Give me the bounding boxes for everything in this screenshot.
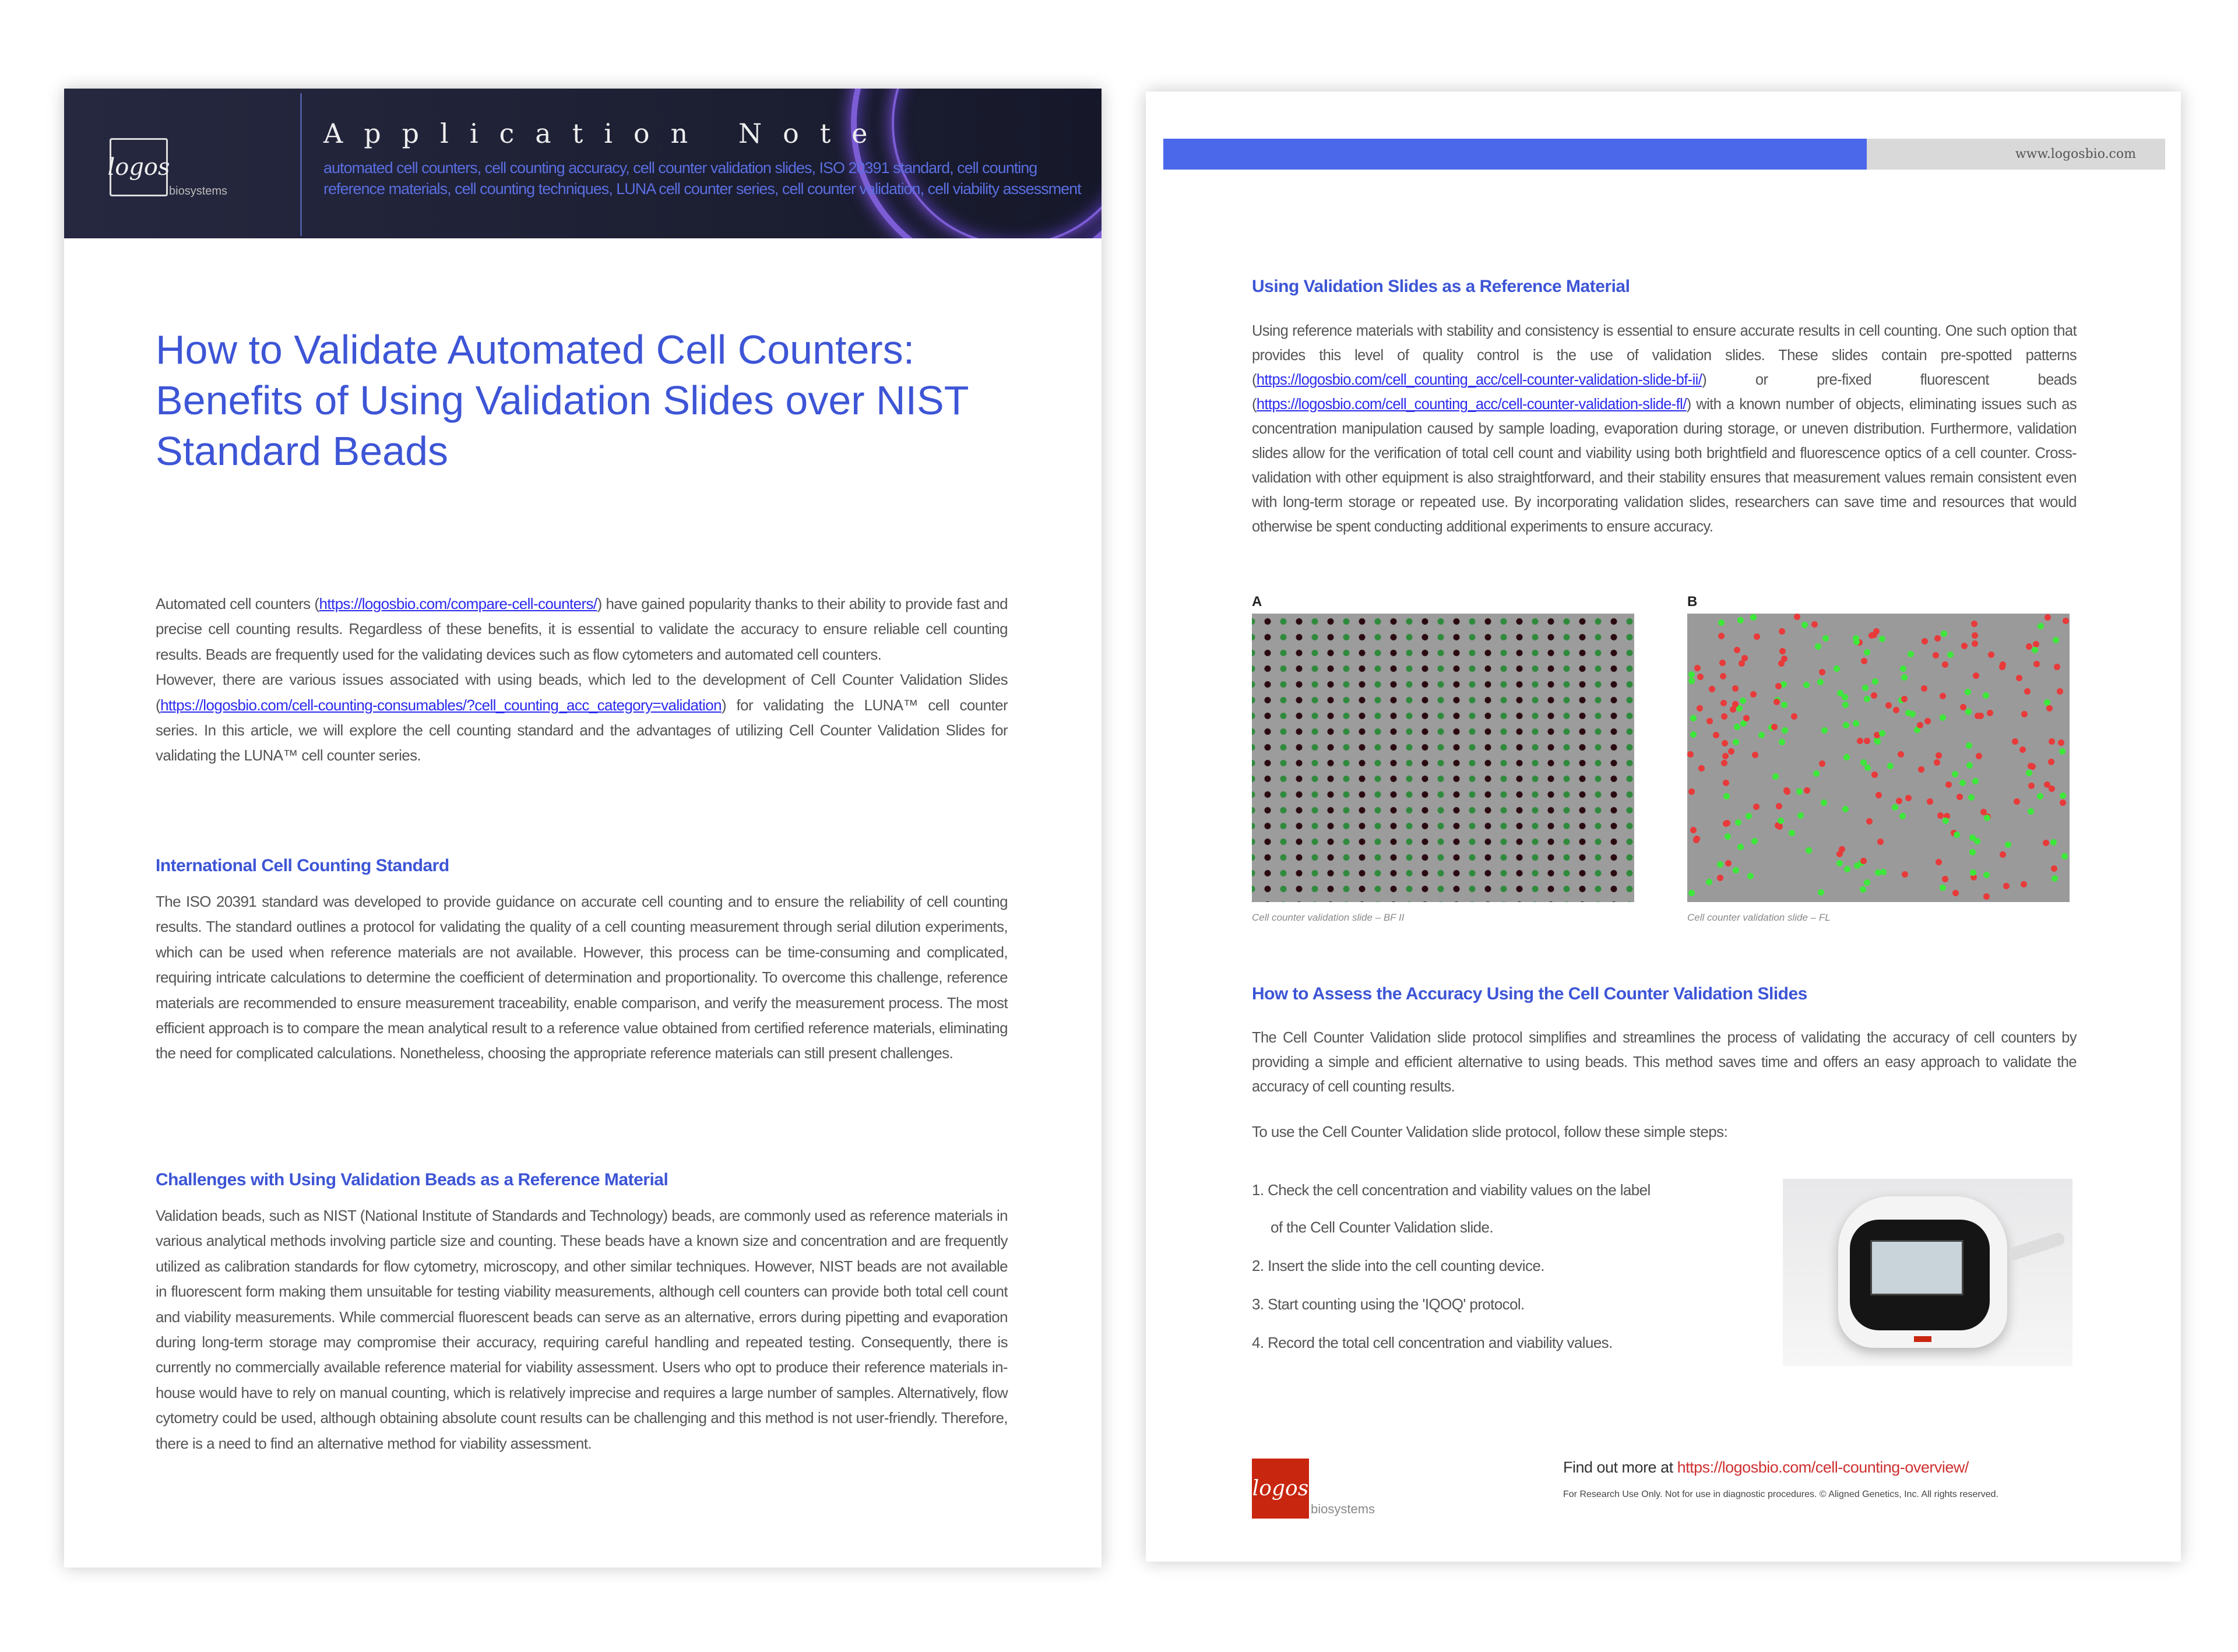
fluorescent-bead xyxy=(1940,714,1946,721)
fluorescent-bead xyxy=(1836,860,1843,866)
fluorescent-bead xyxy=(1794,614,1800,620)
fluorescent-bead xyxy=(1987,710,1993,716)
cell-counter-device-photo xyxy=(1783,1179,2072,1366)
fluorescent-bead xyxy=(2061,853,2068,860)
logo-subtext: biosystems xyxy=(169,185,228,198)
fluorescent-bead xyxy=(1722,740,1728,746)
fluorescent-bead xyxy=(1750,691,1757,698)
fluorescent-bead xyxy=(1917,722,1923,728)
text: ) with a known number of objects, eliminating issues such as concentration manipulation caused by sample loading, evaporation during storage, or uneven distribution. Furthermore, validation slides allow for the verification of total cell count and viability using both brightfield and fluorescence optics of a cell counter. Cross-validation with other equipment is also straightforward, and their stability ensures that measurement values remain consistent even with long-term storage or repeated use. By incorporating validation slides, researchers can save time and resources that would otherwise be spent conducting additional experiments to ensure accuracy. xyxy=(1252,396,2077,535)
fluorescent-bead xyxy=(1860,858,1867,864)
fluorescent-bead xyxy=(1924,718,1931,724)
fluorescent-bead xyxy=(1954,832,1960,838)
fluorescent-bead xyxy=(2003,883,2010,889)
fluorescent-bead xyxy=(1960,704,1966,710)
steps-intro: To use the Cell Counter Validation slide protocol, follow these simple steps: xyxy=(1252,1123,1728,1140)
fluorescent-bead xyxy=(1933,652,1939,658)
fluorescent-bead xyxy=(1747,873,1754,879)
fluorescent-bead xyxy=(1844,866,1850,872)
fluorescent-bead xyxy=(1819,669,1825,675)
fluorescent-bead xyxy=(2060,799,2066,806)
fluorescent-bead xyxy=(1779,739,1785,745)
fluorescent-bead xyxy=(1778,818,1784,824)
fluorescent-bead xyxy=(1974,838,1980,844)
fluorescent-bead xyxy=(1961,643,1968,649)
fluorescent-bead xyxy=(1973,672,1979,679)
fluorescent-bead xyxy=(1892,804,1898,811)
fluorescent-bead xyxy=(1900,665,1906,672)
fluorescent-bead xyxy=(1983,872,1990,878)
fluorescent-bead xyxy=(1741,655,1748,661)
fluorescent-bead xyxy=(2046,705,2053,711)
text: ) or pre-fixed fluorescent beads ( xyxy=(1252,372,2077,413)
fluorescent-bead xyxy=(1965,709,1972,715)
fluorescent-bead xyxy=(1887,763,1894,769)
fluorescent-bead xyxy=(1821,799,1827,806)
figure-label-b: B xyxy=(1687,594,1698,610)
fluorescent-bead xyxy=(1734,647,1740,653)
fluorescent-bead xyxy=(1690,715,1697,721)
fluorescent-bead xyxy=(1771,724,1778,730)
fluorescent-bead xyxy=(1818,889,1824,896)
fluorescent-bead xyxy=(1740,698,1746,704)
fluorescent-bead xyxy=(1781,656,1787,662)
fluorescent-bead xyxy=(1735,819,1741,826)
intro-text-1: Automated cell counters ( xyxy=(156,595,319,612)
logo-text: logos xyxy=(1252,1477,1309,1500)
fluorescent-bead xyxy=(1864,765,1871,771)
divider xyxy=(300,93,302,236)
fluorescent-bead xyxy=(1717,861,1723,868)
fluorescent-bead xyxy=(1718,619,1725,626)
section-body-assess: The Cell Counter Validation slide protocol simplifies and streamlines the process of validating the accuracy of cell counters by providing a simple and efficient alternative to using beads. This method saves time and offers an easy approach to validate the accuracy of cell counting results. xyxy=(1252,1030,2077,1095)
fluorescent-bead xyxy=(2063,618,2069,624)
fluorescent-bead xyxy=(1834,665,1840,672)
fluorescent-bead xyxy=(1952,890,1959,896)
fluorescent-bead xyxy=(1877,839,1884,845)
section-body-challenges: Validation beads, such as NIST (National Institute of Standards and Technology) beads, are commonly used as reference materials in various analytical methods involving particle size and counting. These beads have a known size and concentration and are frequently utilized as calibration standards for flow cytometry, microscopy, and other similar techniques. However, NIST beads are not available in fluorescent form making them unsuitable for testing viability measurements, although cell counters can provide both total cell count and viability measurements. While commercial fluorescent beads can serve as an alternative, errors during pipetting and evaporation during long-term storage may compromise their accuracy, requiring careful handling and repeated testing. Consequently, there is currently no commercially available reference material for viability assessment. Users who opt to produce their reference materials in-house would have to rely on manual counting, which is relatively imprecise and requires a large number of samples. Alternatively, flow cytometry could be used, although obtaining absolute count results can be challenging and this method is not user-friendly. Therefore, there is a need to find an alternative method for viability assessment. xyxy=(156,1207,1008,1452)
fluorescent-bead xyxy=(1918,766,1924,773)
fluorescent-bead xyxy=(1721,713,1727,720)
fluorescent-bead xyxy=(1901,696,1908,702)
fluorescent-bead xyxy=(1797,812,1804,819)
figure-caption-b: Cell counter validation slide – FL xyxy=(1687,912,1831,923)
fluorescent-bead xyxy=(1875,792,1882,798)
fluorescent-bead xyxy=(1861,658,1867,664)
figure-caption-a: Cell counter validation slide – BF II xyxy=(1252,912,1405,923)
fluorescent-bead xyxy=(1965,689,1971,695)
step-1: 1. Check the cell concentration and viability values on the label xyxy=(1252,1181,1651,1199)
step-4: 4. Record the total cell concentration and viability values. xyxy=(1252,1334,1613,1351)
fluorescent-bead xyxy=(1970,869,1976,876)
fluorescent-bead xyxy=(1966,762,1973,769)
application-note-label: Application Note xyxy=(323,118,889,149)
fluorescent-bead xyxy=(1737,617,1744,624)
section-heading-challenges: Challenges with Using Validation Beads as a Reference Material xyxy=(156,1170,668,1189)
fluorescent-bead xyxy=(1733,739,1739,745)
fluorescent-bead xyxy=(2021,881,2027,887)
fluorescent-bead xyxy=(1934,635,1941,642)
fluorescent-bead xyxy=(1782,727,1788,734)
fluorescent-bead xyxy=(2050,839,2057,846)
fluorescent-bead xyxy=(1959,780,1966,786)
figure-label-a: A xyxy=(1252,594,1262,610)
fluorescent-bead xyxy=(1957,794,1963,800)
fluorescent-bead xyxy=(1803,682,1810,688)
fluorescent-bead xyxy=(2048,759,2054,765)
fluorescent-bead xyxy=(1754,633,1760,640)
fluorescent-bead xyxy=(1905,795,1912,801)
fluorescent-bead xyxy=(1775,683,1782,689)
fluorescent-bead xyxy=(1725,860,1732,866)
fluorescent-bead xyxy=(1746,813,1752,819)
fluorescent-bead xyxy=(1972,778,1979,784)
section-heading-standard: International Cell Counting Standard xyxy=(156,856,449,875)
fluorescent-bead xyxy=(1822,635,1829,642)
fluorescent-bead xyxy=(1902,871,1908,878)
fluorescent-bead xyxy=(1922,638,1928,644)
fluorescent-bead xyxy=(1940,693,1946,699)
fluorescent-bead xyxy=(1697,674,1704,680)
fluorescent-bead xyxy=(2021,711,2028,717)
fluorescent-bead xyxy=(2014,798,2020,805)
fluorescent-bead xyxy=(1796,788,1803,795)
fluorescent-bead xyxy=(1718,633,1725,639)
find-out-more xyxy=(1563,1459,1969,1477)
fluorescent-bead xyxy=(1885,702,1892,709)
fluorescent-bead xyxy=(1864,879,1870,886)
section-heading-validation-slides: Using Validation Slides as a Reference Material xyxy=(1252,277,1630,296)
fluorescent-bead xyxy=(1927,798,1933,805)
fluorescent-bead xyxy=(1901,674,1908,681)
fluorescent-bead xyxy=(1871,772,1878,778)
fluorescent-bead xyxy=(2026,770,2032,776)
fluorescent-bead xyxy=(1688,671,1695,678)
fluorescent-bead xyxy=(2043,840,2049,846)
fluorescent-bead xyxy=(2005,841,2011,848)
fluorescent-bead xyxy=(1921,685,1927,692)
fluorescent-bead xyxy=(1905,710,1912,716)
fluorescent-bead xyxy=(1908,651,1914,657)
fluorescent-bead xyxy=(1941,630,1947,637)
logo-subtext: biosystems xyxy=(1311,1502,1375,1516)
fluorescent-bead xyxy=(1728,748,1734,755)
fluorescent-bead xyxy=(1722,753,1729,759)
fluorescent-bead xyxy=(1952,771,1958,777)
fluorescent-bead xyxy=(1815,643,1821,650)
fluorescent-bead xyxy=(2032,647,2038,653)
fluorescent-bead xyxy=(2012,738,2018,745)
fluorescent-bead xyxy=(1936,752,1942,759)
fluorescent-bead xyxy=(2028,783,2035,789)
fluorescent-bead xyxy=(2054,664,2060,670)
section-body-standard: The ISO 20391 standard was developed to provide guidance on accurate cell counting and to ensure the reliability of cell counting results. The standard outlines a protocol for validating the quality of a cell counting measurement through serial dilution experiments, which can be used when reference materials are not available. However, this process can be time-consuming and complicated, requiring intricate calculations to determine the coefficient of determination and proportionality. To overcome this challenge, reference materials are recommended to ensure measurement traceability, enable comparison, and verify the measurement process. The most efficient approach is to compare the mean analytical result to a reference value obtained from certified reference materials, eliminating the need for complicated calculations. Nonetheless, choosing the appropriate reference materials can still present challenges. xyxy=(156,893,1008,1062)
fluorescent-bead xyxy=(1709,686,1715,692)
legal-notice: For Research Use Only. Not for use in diagnostic procedures. © Aligned Genetics, Inc. All rights reserved. xyxy=(1563,1489,1998,1499)
fluorescent-bead xyxy=(2045,614,2051,621)
fluorescent-bead xyxy=(1854,862,1860,869)
fluorescent-bead xyxy=(1843,754,1850,760)
fluorescent-bead xyxy=(1804,787,1810,794)
fluorescent-bead xyxy=(1983,893,1990,900)
fluorescent-bead xyxy=(1896,798,1902,804)
fluorescent-bead xyxy=(1972,632,1978,639)
fluorescent-bead xyxy=(1943,818,1949,824)
fluorescent-bead xyxy=(1773,699,1780,705)
fluorescent-bead xyxy=(1713,732,1719,738)
fluorescent-bead xyxy=(1687,751,1694,758)
fluorescent-bead xyxy=(1706,718,1713,724)
fluorescent-bead xyxy=(1732,685,1739,692)
keywords: automated cell counters, cell counting accuracy, cell counter validation slides, ISO 20391 standard, cell counting reference materials, cell counting techniques, LUNA cell counter series, cell counter validation, cell viability assessment xyxy=(323,159,1081,198)
fluorescent-bead xyxy=(1975,713,1981,719)
fluorescent-bead xyxy=(1879,636,1885,642)
fluorescent-bead xyxy=(2053,637,2059,643)
fluorescent-bead xyxy=(1819,760,1825,767)
fluorescent-bead xyxy=(2044,699,2050,706)
fluorescent-bead xyxy=(1688,788,1695,795)
fluorescent-bead xyxy=(1864,696,1870,702)
intro-text-3: However, there are various issues associated with using beads, which led to the development of Cell Counter Validation Slides ( xyxy=(156,671,1008,714)
fluorescent-bead xyxy=(1724,820,1730,826)
fluorescent-bead xyxy=(1853,635,1859,642)
validation-slide-fl-link[interactable]: https://logosbio.com/cell_counting_acc/cell-counter-validation-slide-fl/ xyxy=(1256,396,1687,413)
document-title: How to Validate Automated Cell Counters: Benefits of Using Validation Slides over NIST Standard Beads xyxy=(156,327,969,474)
fluorescent-bead xyxy=(1725,833,1731,840)
fluorescent-bead xyxy=(1719,660,1726,666)
fluorescent-bead xyxy=(1737,844,1744,850)
fluorescent-bead xyxy=(1690,731,1697,738)
fluorescent-bead xyxy=(2049,738,2055,745)
header-bar xyxy=(1163,139,1867,170)
fluorescent-bead xyxy=(1983,692,1989,699)
fluorescent-bead xyxy=(2037,793,2043,799)
fluorescent-bead xyxy=(1811,621,1818,628)
fluorescent-bead xyxy=(1966,742,1972,749)
fluorescent-bead xyxy=(1864,738,1870,744)
fluorescent-bead xyxy=(2029,763,2036,770)
fluorescent-bead xyxy=(1697,705,1703,711)
left-page xyxy=(64,89,1102,1568)
fluorescent-bead xyxy=(1972,640,1978,647)
fluorescent-bead xyxy=(1934,759,1940,766)
fluorescent-bead xyxy=(1723,793,1730,799)
fluorescent-bead xyxy=(1872,678,1878,685)
step-3: 3. Start counting using the 'IQOQ' protocol. xyxy=(1252,1295,1525,1313)
fluorescent-bead xyxy=(1706,879,1712,885)
validation-slide-bf-image xyxy=(1252,614,1634,902)
fluorescent-bead xyxy=(1853,720,1859,727)
fluorescent-bead xyxy=(1837,690,1843,696)
fluorescent-bead xyxy=(1698,765,1705,772)
step-2: 2. Insert the slide into the cell counting device. xyxy=(1252,1257,1544,1274)
fluorescent-bead xyxy=(1791,713,1797,720)
fluorescent-bead xyxy=(1988,651,1994,658)
fluorescent-bead xyxy=(1733,867,1739,873)
fluorescent-bead xyxy=(1893,707,1899,713)
fluorescent-bead xyxy=(1694,665,1701,671)
logo-text: logos xyxy=(107,154,170,181)
fluorescent-bead xyxy=(2024,688,2031,695)
fluorescent-bead xyxy=(2052,875,2058,882)
fluorescent-bead xyxy=(1758,732,1765,738)
fluorescent-bead xyxy=(1690,827,1697,833)
intro-text-2: ) have gained popularity thanks to their ability to provide fast and precise cell counting results. Regardless of these benefits, it is essential to validate the accuracy to ensure reliable cell counting results. Beads are frequently used for the validating devices such as flow cytometers and automated cell counters. xyxy=(156,595,1008,663)
fluorescent-bead xyxy=(2019,746,2026,753)
fluorescent-bead xyxy=(2026,643,2032,650)
fluorescent-bead xyxy=(1693,837,1699,843)
fluorescent-bead xyxy=(1947,651,1954,658)
section-body-validation-slides xyxy=(1252,319,2077,539)
logos-footer-logo xyxy=(1252,1459,1309,1519)
fluorescent-bead xyxy=(1784,788,1790,795)
fluorescent-bead xyxy=(1976,753,1982,759)
fluorescent-bead xyxy=(1723,780,1729,786)
fluorescent-bead xyxy=(1720,673,1726,679)
fluorescent-bead xyxy=(1898,751,1904,758)
fluorescent-bead xyxy=(1751,838,1758,844)
fluorescent-bead xyxy=(2051,865,2057,872)
fluorescent-bead xyxy=(2038,623,2044,629)
fluorescent-bead xyxy=(1806,847,1812,854)
text: Using reference materials with stability and consistency is essential to ensure accurate results in cell counting. One such option that provides this level of quality control is the use of validation slides. These slides contain pre-spotted patterns ( xyxy=(1252,323,2077,388)
fluorescent-bead xyxy=(1942,661,1948,668)
fluorescent-bead xyxy=(1843,722,1849,728)
fluorescent-bead xyxy=(2059,748,2065,755)
fluorescent-bead xyxy=(2033,661,2040,667)
fluorescent-bead xyxy=(1857,738,1863,744)
step-1-continued: of the Cell Counter Validation slide. xyxy=(1271,1218,1493,1236)
fluorescent-bead xyxy=(1842,702,1849,708)
fluorescent-bead xyxy=(1871,692,1877,699)
validation-consumables-link[interactable]: https://logosbio.com/cell-counting-consumables/?cell_counting_acc_category=validation xyxy=(160,696,722,714)
fluorescent-bead xyxy=(1874,738,1881,745)
fluorescent-bead xyxy=(1789,830,1795,836)
fluorescent-bead xyxy=(1880,869,1887,875)
device-screen xyxy=(1870,1240,1963,1295)
fluorescent-bead xyxy=(1866,818,1873,825)
fluorescent-bead xyxy=(1734,724,1740,730)
fluorescent-bead xyxy=(1717,875,1723,881)
logos-logo xyxy=(107,138,170,196)
fluorescent-bead xyxy=(1721,760,1727,766)
fluorescent-bead xyxy=(1940,885,1946,891)
fluorescent-bead xyxy=(1772,773,1779,780)
fluorescent-bead xyxy=(1752,752,1758,758)
fluorescent-bead xyxy=(1864,649,1870,656)
find-more-label: Find out more at xyxy=(1563,1459,1677,1476)
fluorescent-bead xyxy=(2028,808,2034,815)
website-label: www.logosbio.com xyxy=(1867,139,2165,170)
fluorescent-bead xyxy=(1750,614,1757,621)
fluorescent-bead xyxy=(1842,806,1849,812)
fluorescent-bead xyxy=(1968,794,1975,801)
fluorescent-bead xyxy=(1937,812,1944,819)
cell-counting-overview-link[interactable]: https://logosbio.com/cell-counting-overview/ xyxy=(1677,1459,1969,1476)
fluorescent-bead xyxy=(2057,688,2063,695)
fluorescent-bead xyxy=(1720,700,1727,706)
fluorescent-bead xyxy=(1999,664,2005,670)
fluorescent-bead xyxy=(1969,849,1976,855)
fluorescent-bead xyxy=(2058,739,2064,746)
compare-cell-counters-link[interactable]: https://logosbio.com/compare-cell-counters/ xyxy=(319,595,597,612)
fluorescent-bead xyxy=(1779,628,1785,635)
fluorescent-bead xyxy=(1839,846,1845,853)
fluorescent-bead xyxy=(1984,815,1990,821)
fluorescent-bead xyxy=(1743,715,1750,721)
fluorescent-bead xyxy=(2016,675,2022,681)
intro-text xyxy=(156,591,1008,769)
fluorescent-bead xyxy=(1971,621,1977,627)
fluorescent-bead xyxy=(1688,678,1695,684)
validation-slide-bf-link[interactable]: https://logosbio.com/cell_counting_acc/cell-counter-validation-slide-bf-ii/ xyxy=(1256,372,1702,388)
validation-slide-fl-image xyxy=(1687,614,2070,902)
fluorescent-bead xyxy=(1945,781,1952,788)
fluorescent-bead xyxy=(1936,859,1942,865)
hand-slide xyxy=(2007,1231,2066,1262)
fluorescent-bead xyxy=(1779,648,1786,654)
fluorescent-bead xyxy=(1899,813,1906,819)
fluorescent-bead xyxy=(1860,886,1866,893)
header-banner xyxy=(64,89,1102,238)
section-heading-assess: How to Assess the Accuracy Using the Cell Counter Validation Slides xyxy=(1252,984,1807,1003)
fluorescent-bead xyxy=(1817,679,1824,685)
fluorescent-bead xyxy=(1801,622,1808,628)
fluorescent-bead xyxy=(1879,730,1885,737)
fluorescent-bead xyxy=(2000,851,2006,858)
fluorescent-bead xyxy=(1813,770,1820,777)
fluorescent-bead xyxy=(1862,685,1868,691)
fluorescent-bead xyxy=(1753,804,1760,810)
fluorescent-bead xyxy=(2060,792,2066,799)
fluorescent-bead xyxy=(1688,890,1695,896)
right-page xyxy=(1146,91,2181,1562)
fluorescent-bead xyxy=(1821,727,1828,734)
fluorescent-bead xyxy=(1942,876,1948,882)
intro-text-4: ) for validating the LUNA™ cell counter series. In this article, we will explore the cell counting standard and the advantages of utilizing Cell Counter Validation Slides for validating the LUNA™ cell counter series. xyxy=(156,696,1008,765)
fluorescent-bead xyxy=(1781,702,1787,708)
fluorescent-bead xyxy=(1776,803,1782,809)
device-logo xyxy=(1914,1336,1931,1342)
